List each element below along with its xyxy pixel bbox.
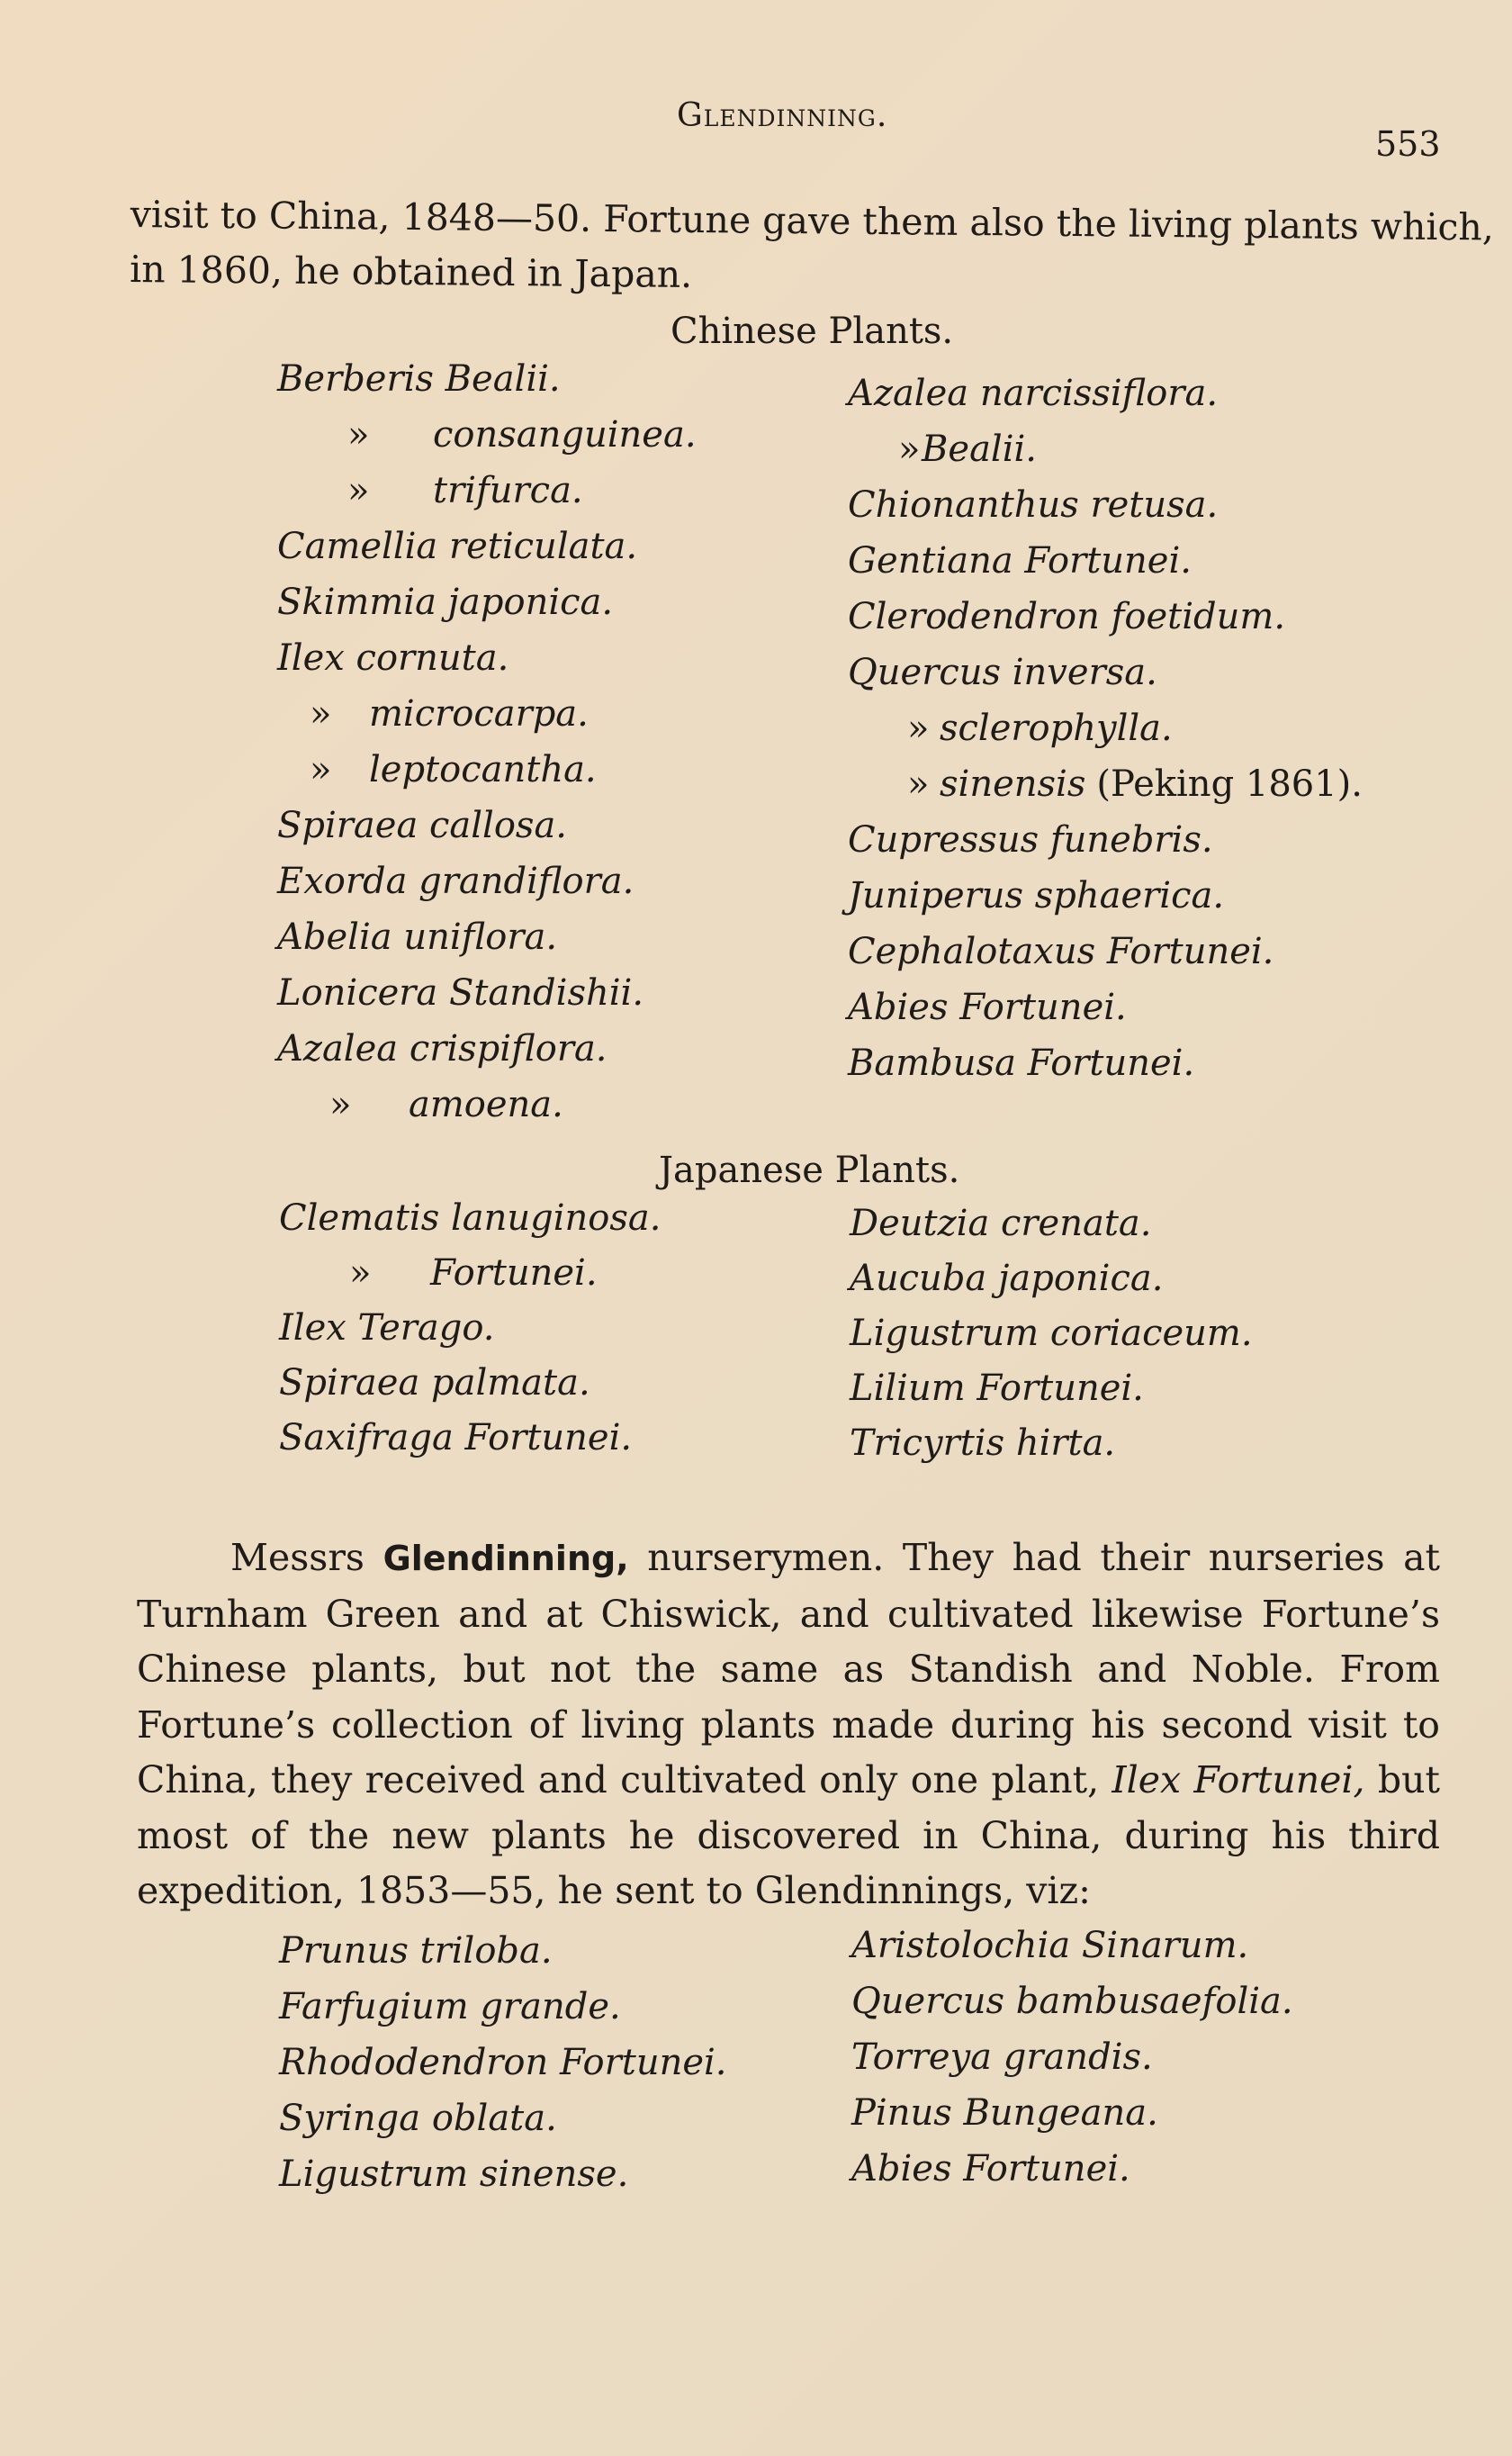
plant-name: Aucuba japonica.: [850, 1258, 1164, 1299]
list-item: » amoena.: [329, 1084, 563, 1125]
list-item: [850, 1368, 1144, 1409]
list-item: » Fortunei.: [349, 1252, 598, 1294]
japanese-plants-heading: Japanese Plants.: [659, 1150, 960, 1191]
glendinning-paragraph: [137, 1530, 1440, 1919]
list-item: » consanguinea.: [347, 414, 697, 456]
list-item: [279, 1417, 632, 1458]
list-item: [850, 1203, 1151, 1244]
list-item: [277, 637, 508, 679]
list-item: [850, 1313, 1253, 1354]
intro-line-1: visit to China, 1848—50. Fortune gave them also the living plants which,: [130, 192, 1495, 249]
list-item: Abies Fortunei.: [851, 2148, 1130, 2190]
plant-name: Azalea crispiflora.: [277, 1028, 608, 1070]
list-item: [279, 1362, 590, 1404]
plant-name: Azalea narcissiflora.: [848, 373, 1219, 414]
intro-line-2: in 1860, he obtained in Japan.: [129, 247, 693, 296]
plant-name: consanguinea.: [433, 414, 697, 456]
list-item: [279, 1307, 494, 1349]
plant-name: Bealii.: [922, 429, 1038, 470]
list-item: » microcarpa.: [310, 693, 589, 735]
list-item: » sclerophylla.: [907, 708, 1173, 749]
list-item: [277, 358, 561, 400]
plant-name: Juniperus sphaerica.: [848, 875, 1225, 916]
list-item: » trifurca.: [347, 470, 583, 511]
list-item: [848, 931, 1274, 972]
plant-name: Spiraea callosa.: [277, 805, 568, 846]
plant-name: Ligustrum coriaceum.: [850, 1313, 1253, 1354]
list-item: »Bealii.: [898, 429, 1038, 470]
list-item: [848, 540, 1192, 582]
plant-name: amoena.: [409, 1084, 563, 1125]
plant-name: Saxifraga Fortunei.: [279, 1417, 633, 1458]
list-item: [850, 1258, 1163, 1299]
paragraph-prefix: Messrs: [230, 1536, 364, 1579]
list-item: Quercus bambusaefolia.: [851, 1981, 1293, 2022]
list-item: [277, 972, 644, 1014]
plant-name: Tricyrtis hirta.: [850, 1422, 1116, 1464]
list-item: » leptocantha.: [310, 749, 597, 790]
paragraph-italic-plant: Ilex Fortunei,: [1112, 1758, 1365, 1801]
plant-name: Lilium Fortunei.: [850, 1368, 1144, 1409]
paragraph-text-1: nurserymen. They had their nurseries at Turnham Green and at Chiswick, and cultivated likewise Fortune’s Chinese plants, but not the same as Standish and Noble. From Fortune’s collection of living plants made during his second visit to China, they received and cultivated only one plant,: [137, 1536, 1440, 1801]
plant-name: Gentiana Fortunei.: [848, 540, 1192, 582]
plant-name: Abies Fortunei.: [848, 987, 1127, 1028]
list-item: Syringa oblata.: [279, 2098, 557, 2139]
list-item: Aristolochia Sinarum.: [851, 1925, 1249, 1966]
plant-name: Clematis lanuginosa.: [279, 1197, 662, 1239]
running-head: [0, 97, 1512, 164]
list-item: [848, 987, 1127, 1028]
plant-name: Bambusa Fortunei.: [848, 1043, 1195, 1084]
list-item: » sinensis (Peking 1861).: [907, 763, 1363, 805]
list-item: Rhododendron Fortunei.: [279, 2042, 727, 2083]
list-item: Torreya grandis.: [851, 2036, 1153, 2078]
list-item: [279, 1197, 661, 1239]
plant-name: Abelia uniflora.: [277, 916, 558, 958]
plant-name: Exorda grandiflora.: [277, 861, 634, 902]
plant-name: Ilex cornuta.: [277, 637, 509, 679]
list-item: Pinus Bungeana.: [851, 2092, 1158, 2134]
list-item: Farfugium grande.: [279, 1986, 621, 2027]
paragraph-text-2: but most of the new plants he discovered in China, during his third expedition, 1853—55, he sent to Glendinnings, viz:: [137, 1758, 1440, 1912]
chinese-plants-heading: Chinese Plants.: [670, 311, 954, 352]
list-item: [848, 819, 1213, 861]
list-item: [848, 373, 1218, 414]
plant-note: (Peking 1861).: [1096, 763, 1363, 805]
plant-name: sclerophylla.: [940, 708, 1173, 749]
firm-name: Glendinning,: [382, 1539, 629, 1578]
list-item: [848, 652, 1157, 693]
list-item: [277, 916, 557, 958]
list-item: Ligustrum sinense.: [279, 2154, 629, 2195]
running-title: Glendinning.: [677, 97, 888, 134]
plant-name: microcarpa.: [369, 693, 589, 735]
list-item: [850, 1422, 1115, 1464]
plant-name: Spiraea palmata.: [279, 1362, 590, 1404]
intro-paragraph: [129, 187, 1495, 310]
list-item: [277, 582, 613, 623]
plant-name: Cupressus funebris.: [848, 819, 1213, 861]
list-item: [277, 1028, 608, 1070]
plant-name: Deutzia crenata.: [850, 1203, 1152, 1244]
plant-name: sinensis: [940, 763, 1086, 805]
plant-name: Camellia reticulata.: [277, 526, 638, 567]
plant-name: Cephalotaxus Fortunei.: [848, 931, 1274, 972]
plant-name: leptocantha.: [369, 749, 597, 790]
plant-name: Skimmia japonica.: [277, 582, 614, 623]
list-item: [277, 805, 567, 846]
plant-name: Lonicera Standishii.: [277, 972, 644, 1014]
plant-name: Berberis Bealii.: [277, 358, 561, 400]
page-number: 553: [1375, 124, 1441, 164]
plant-name: Ilex Terago.: [279, 1307, 495, 1349]
plant-name: Quercus inversa.: [848, 652, 1157, 693]
plant-name: Fortunei.: [430, 1252, 598, 1294]
list-item: Prunus triloba.: [279, 1930, 553, 1972]
plant-name: trifurca.: [433, 470, 583, 511]
plant-name: Clerodendron foetidum.: [848, 596, 1286, 637]
list-item: [848, 1043, 1194, 1084]
list-item: [848, 596, 1285, 637]
list-item: [848, 875, 1224, 916]
list-item: [848, 484, 1218, 526]
list-item: [277, 861, 634, 902]
list-item: [277, 526, 637, 567]
plant-name: Chionanthus retusa.: [848, 484, 1219, 526]
